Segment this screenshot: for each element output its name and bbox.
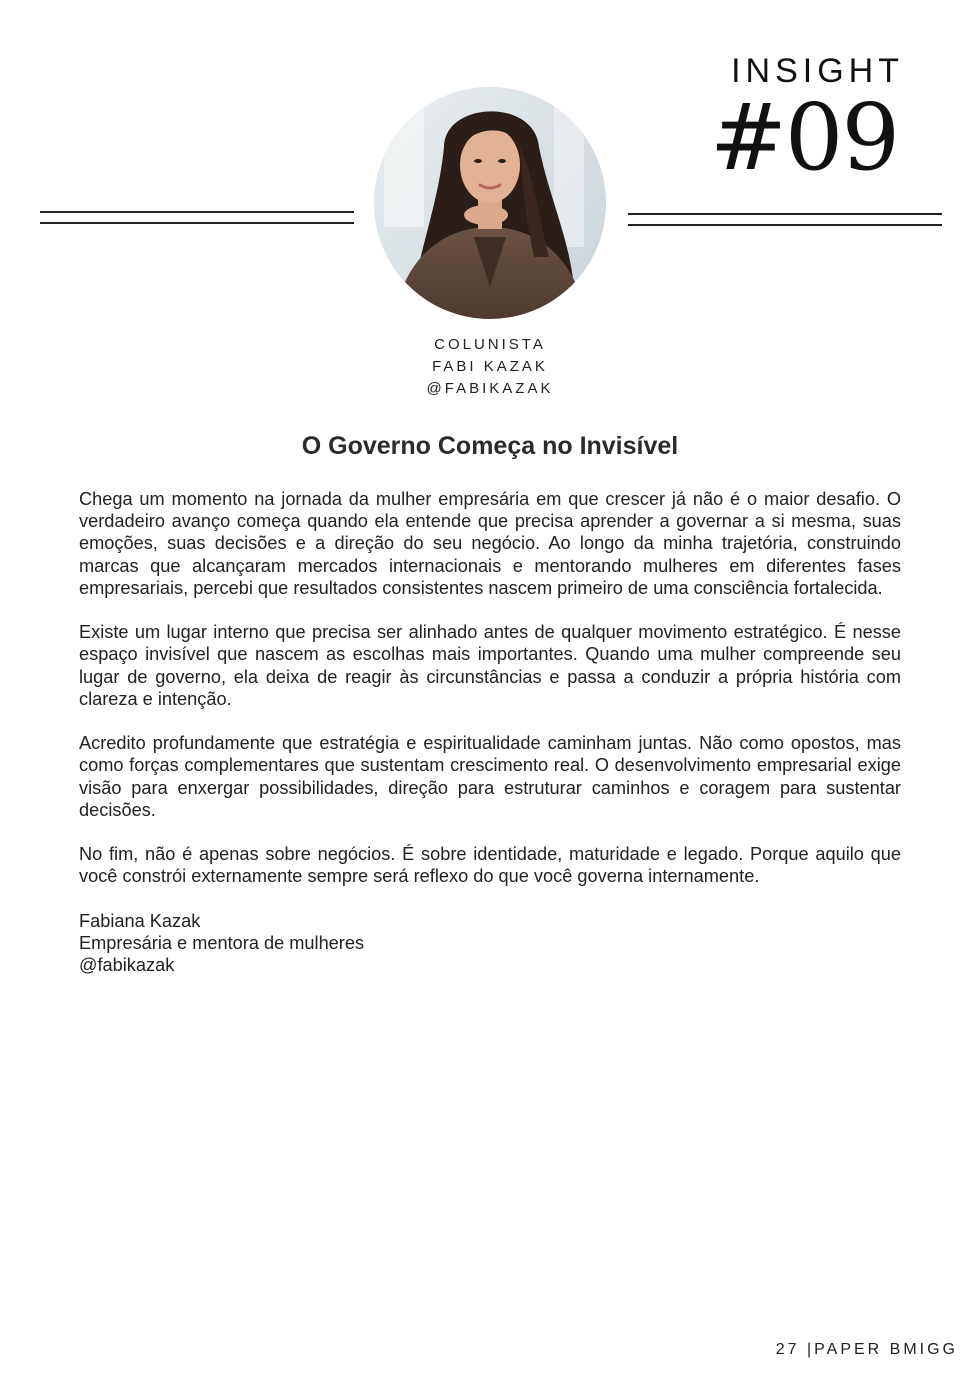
insight-number: #09 — [709, 84, 898, 191]
article-paragraph: Chega um momento na jornada da mulher empresária em que crescer já não é o maior desafio. O verdadeiro avanço começa quando ela entende que precisa aprender a governar a si mesma, suas emoções, suas decisões e a direção do seu negócio. Ao longo da minha trajetória, construindo marcas que alcançaram mercados internacionais e mentorando mulheres em diferentes fases empresariais, percebi que resultados consistentes nascem primeiro de uma consciência fortalecida. — [79, 489, 901, 598]
insight-label: INSIGHT — [731, 52, 904, 90]
article-paragraph: Acredito profundamente que estratégia e espiritualidade caminham juntas. Não como opostos, mas como forças complementares que sustentam crescimento real. O desenvolvimento empresarial exige visão para enxergar possibilidades, direção para estruturar caminhos e coragem para sustentar decisões. — [79, 733, 901, 820]
article-body — [79, 488, 901, 976]
left-double-rule — [40, 211, 354, 223]
columnist-handle: @FABIKAZAK — [426, 380, 554, 397]
right-double-rule — [628, 213, 942, 225]
signature-handle: @fabikazak — [79, 955, 175, 976]
signature-role: Empresária e mentora de mulheres — [79, 933, 365, 953]
article-paragraph: Existe um lugar interno que precisa ser alinhado antes de qualquer movimento estratégico. É nesse espaço invisível que nascem as escolhas mais importantes. Quando uma mulher compreende seu lugar de governo, ela deixa de reagir às circunstâncias e passa a conduzir a própria história com clareza e intenção. — [79, 622, 901, 709]
signature-name: Fabiana Kazak — [79, 910, 201, 931]
columnist-name: FABI KAZAK — [432, 358, 548, 375]
columnist-portrait — [374, 87, 606, 319]
columnist-role: COLUNISTA — [434, 336, 546, 353]
article-paragraph: No fim, não é apenas sobre negócios. É sobre identidade, maturidade e legado. Porque aquilo que você constrói externamente sempre será reflexo do que você governa internamente. — [79, 844, 901, 887]
page-footer: 27 |PAPER BMIGG — [775, 1341, 958, 1358]
article-title: O Governo Começa no Invisível — [301, 432, 679, 460]
signature-block — [79, 910, 901, 977]
